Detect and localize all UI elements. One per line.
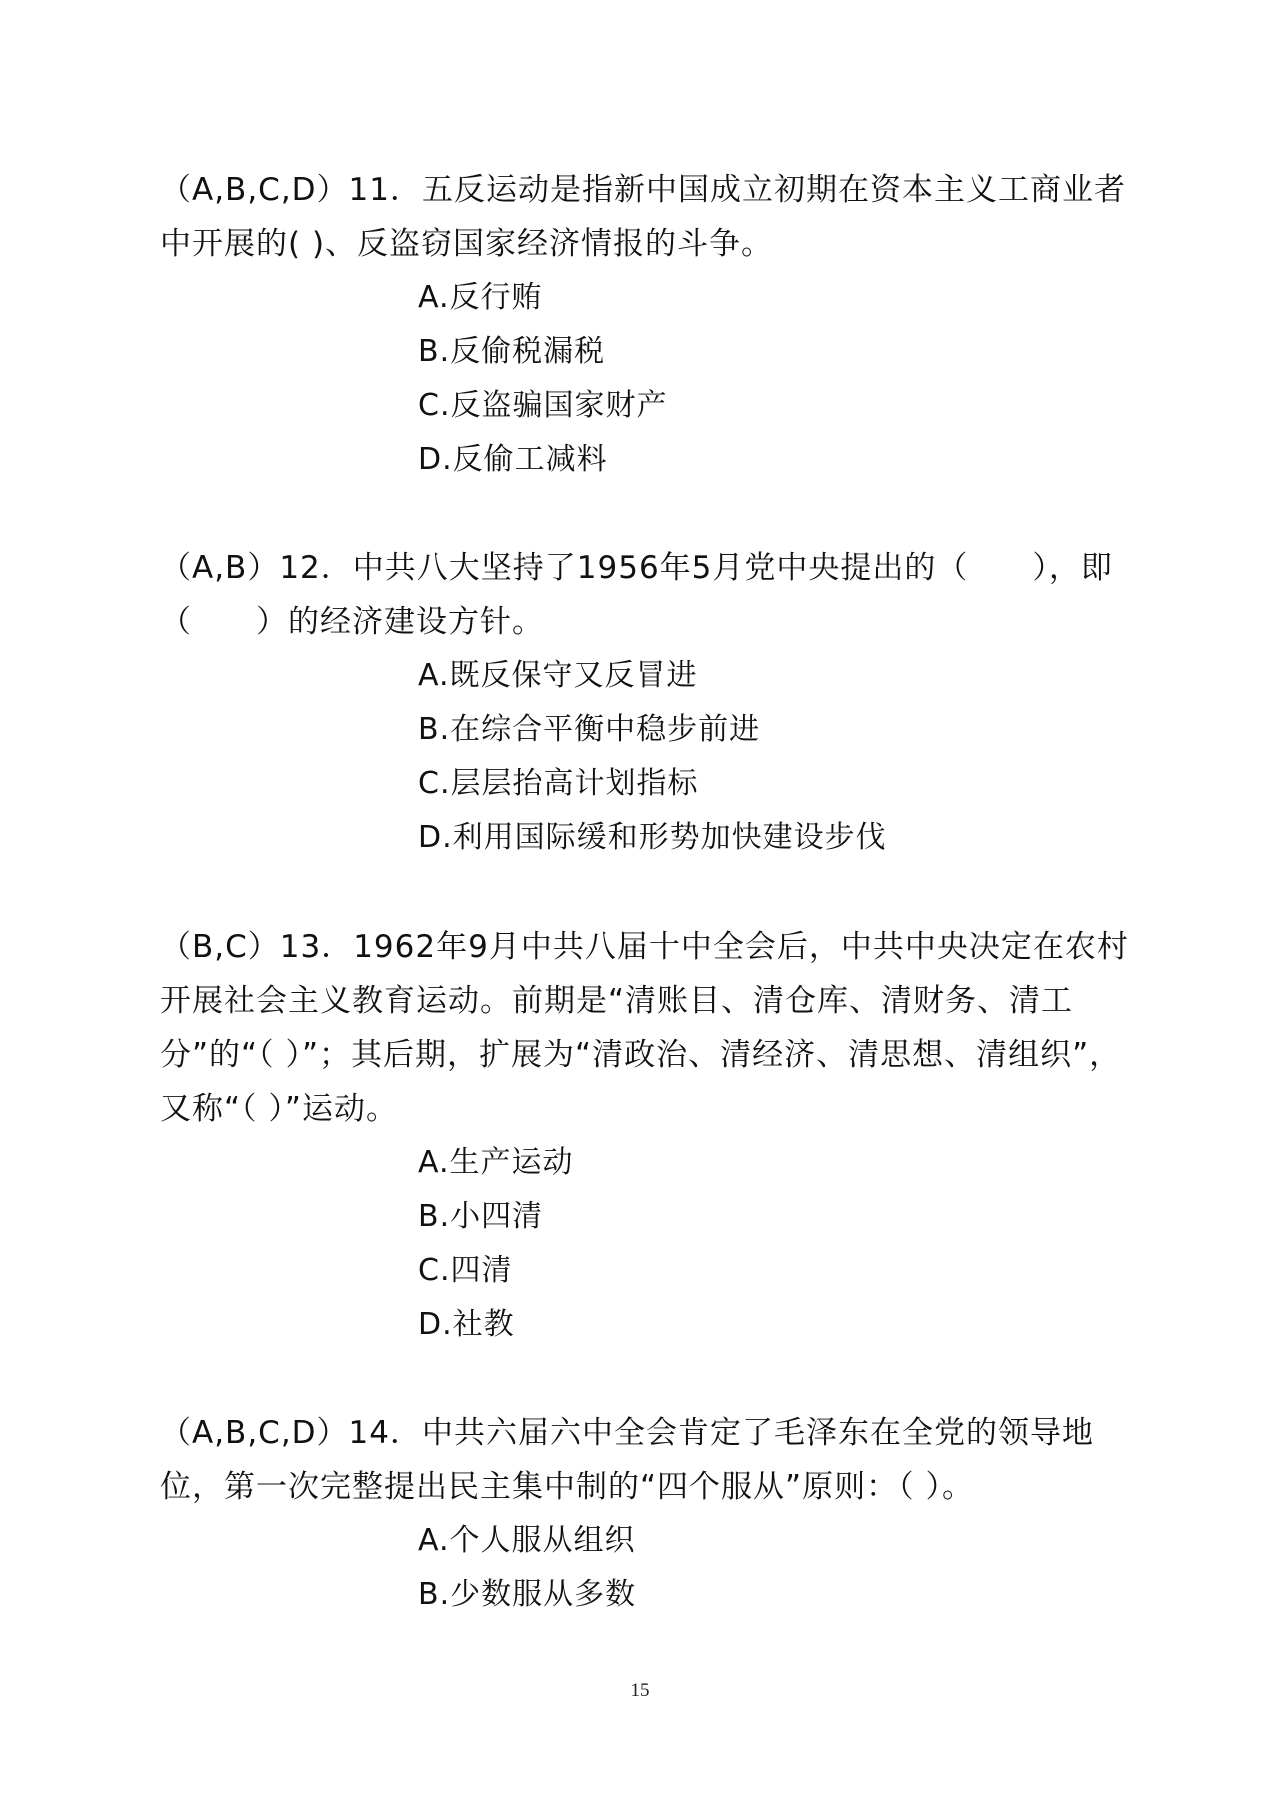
question-14 [160,1406,1140,1622]
option-list [160,1514,1140,1622]
option-d: D.社教 [418,1307,515,1342]
question-11 [160,163,1140,487]
option-a: A.个人服从组织 [418,1523,636,1558]
question-stem: （B,C）13．1962年9月中共八届十中全会后，中共中央决定在农村开展社会主义教育运动。前期是“清账目、清仓库、清财务、清工分”的“（ ）”；其后期，扩展为“清政治、清经济、清思想、清组织”，又称“（ ）”运动。 [160,929,1129,1127]
question-stem: （A,B,C,D）11．五反运动是指新中国成立初期在资本主义工商业者中开展的( )、反盗窃国家经济情报的斗争。 [160,172,1126,262]
option-c: C.四清 [418,1253,513,1288]
option-d: D.反偷工减料 [418,442,608,477]
option-a: A.反行贿 [418,280,543,315]
option-c: C.反盗骗国家财产 [418,388,668,423]
question-stem: （A,B）12．中共八大坚持了1956年5月党中央提出的（ ），即（ ）的经济建设方针。 [160,550,1113,640]
page-number: 15 [630,1680,650,1701]
question-stem: （A,B,C,D）14．中共六届六中全会肯定了毛泽东在全党的领导地位，第一次完整提出民主集中制的“四个服从”原则：（ ）。 [160,1415,1094,1505]
option-b: B.少数服从多数 [418,1577,637,1612]
option-b: B.反偷税漏税 [418,334,606,369]
option-list [160,649,1140,865]
option-list [160,271,1140,487]
option-b: B.小四清 [418,1199,544,1234]
question-13 [160,920,1140,1352]
option-a: A.既反保守又反冒进 [418,658,698,693]
option-b: B.在综合平衡中稳步前进 [418,712,761,747]
option-list [160,1136,1140,1352]
option-a: A.生产运动 [418,1145,574,1180]
question-12 [160,541,1140,865]
option-c: C.层层抬高计划指标 [418,766,699,801]
option-d: D.利用国际缓和形势加快建设步伐 [418,820,887,855]
